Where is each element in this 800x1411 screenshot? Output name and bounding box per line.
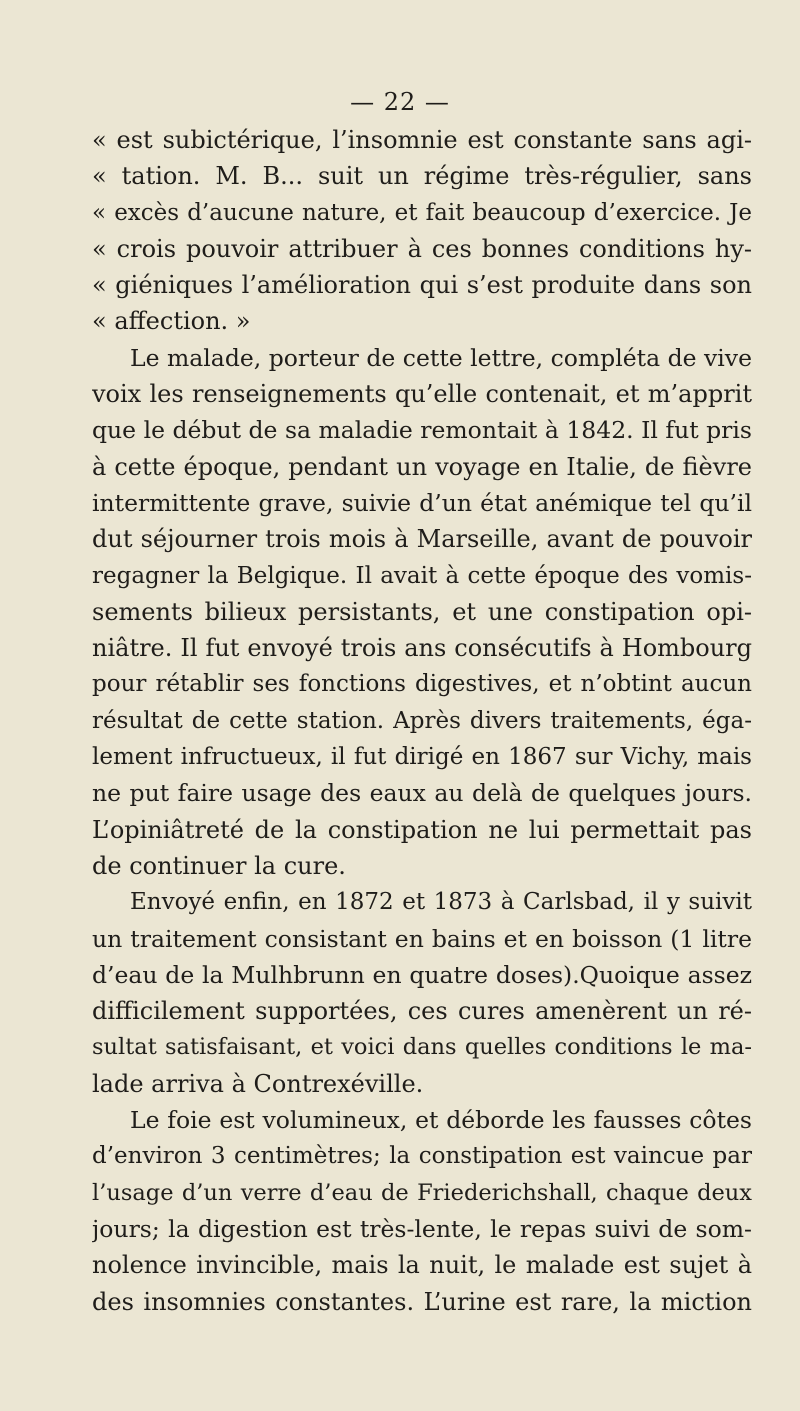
- text-line: des insomnies constantes. L’urine est rare, la miction: [92, 1287, 752, 1316]
- text-line: ne put faire usage des eaux au delà de quelques jours.: [92, 779, 752, 808]
- text-line: pour rétablir ses fonctions digestives, et n’obtint aucun: [92, 671, 752, 698]
- text-line: sements bilieux persistants, et une constipation opi-: [92, 597, 752, 626]
- text-line: nolence invincible, mais la nuit, le malade est sujet à: [92, 1251, 752, 1280]
- text-line: d’environ 3 centimètres; la constipation est vaincue par: [92, 1143, 752, 1170]
- text-line: lade arriva à Contrexéville.: [92, 1069, 424, 1098]
- text-line: sultat satisfaisant, et voici dans quelles conditions le ma-: [92, 1034, 752, 1061]
- text-line: regagner la Belgique. Il avait à cette époque des vomis-: [92, 562, 752, 589]
- text-line: difficilement supportées, ces cures amenèrent un ré-: [92, 997, 752, 1026]
- text-line: à cette époque, pendant un voyage en Italie, de fièvre: [92, 452, 752, 481]
- paragraph-start-line: Le foie est volumineux, et déborde les fausses côtes: [130, 1106, 752, 1135]
- text-line: L’opiniâtreté de la constipation ne lui permettait pas: [92, 815, 752, 844]
- text-line: voix les renseignements qu’elle contenait, et m’apprit: [92, 380, 752, 409]
- text-line: « affection. »: [92, 307, 251, 336]
- text-line: dut séjourner trois mois à Marseille, avant de pouvoir: [92, 525, 752, 554]
- body-text: [92, 122, 752, 1320]
- text-line: « excès d’aucune nature, et fait beaucoup d’exercice. Je: [92, 199, 752, 226]
- text-line: « tation. M. B... suit un régime très-régulier, sans: [92, 162, 752, 191]
- text-line: de continuer la cure.: [92, 851, 346, 880]
- text-line: l’usage d’un verre d’eau de Friederichshall, chaque deux: [92, 1179, 752, 1206]
- text-line: lement infructueux, il fut dirigé en 1867 sur Vichy, mais: [92, 744, 752, 771]
- text-line: un traitement consistant en bains et en boisson (1 litre: [92, 924, 752, 953]
- text-line: d’eau de la Mulhbrunn en quatre doses).Quoique assez: [92, 960, 752, 989]
- text-line: « giéniques l’amélioration qui s’est produite dans son: [92, 271, 752, 300]
- text-line: jours; la digestion est très-lente, le repas suivi de som-: [92, 1214, 752, 1243]
- text-line: que le début de sa maladie remontait à 1842. Il fut pris: [92, 416, 752, 445]
- paragraph-start-line: Envoyé enfin, en 1872 et 1873 à Carlsbad, il y suivit: [130, 889, 752, 916]
- text-line: « crois pouvoir attribuer à ces bonnes conditions hy-: [92, 234, 752, 263]
- page-number: — 22 —: [350, 88, 450, 116]
- paragraph-start-line: Le malade, porteur de cette lettre, compléta de vive: [130, 343, 752, 372]
- text-line: résultat de cette station. Après divers traitements, éga-: [92, 707, 752, 734]
- text-line: « est subictérique, l’insomnie est constante sans agi-: [92, 126, 752, 154]
- text-line: intermittente grave, suivie d’un état anémique tel qu’il: [92, 488, 752, 517]
- text-line: niâtre. Il fut envoyé trois ans consécutifs à Hombourg: [92, 634, 752, 663]
